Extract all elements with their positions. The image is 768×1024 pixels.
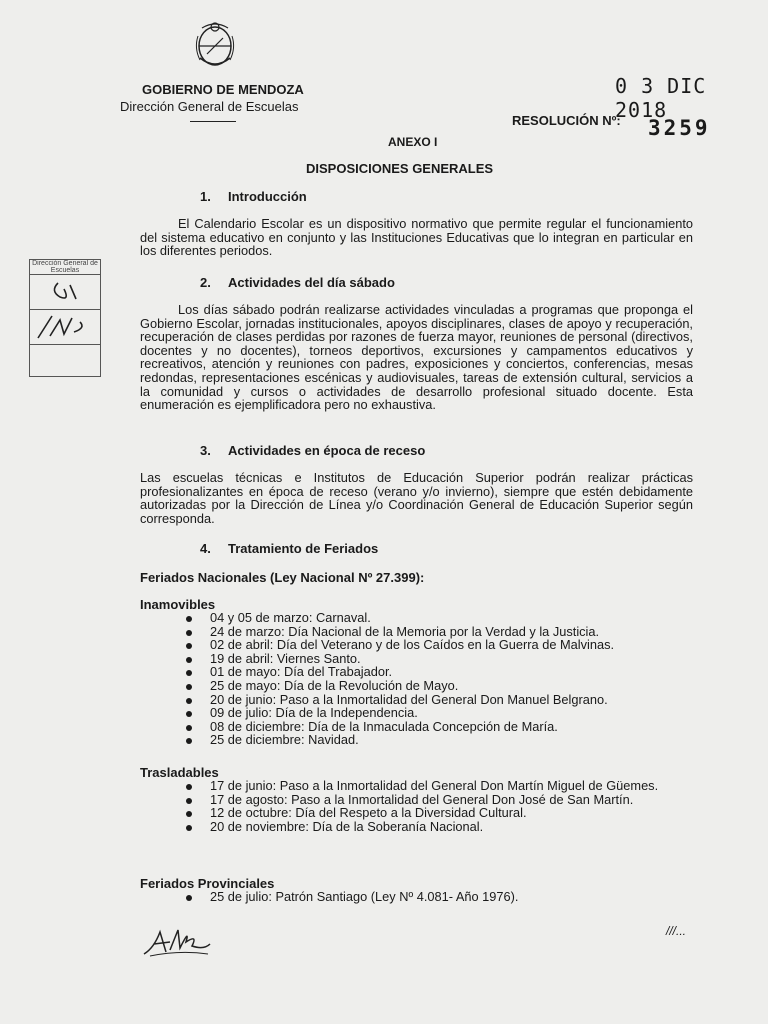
list-item: 20 de junio: Paso a la Inmortalidad del General Don Manuel Belgrano. [186, 693, 696, 707]
list-item: 08 de diciembre: Día de la Inmaculada Concepción de María. [186, 720, 696, 734]
date-stamp: 0 3 DIC 2018 [615, 74, 707, 122]
list-item: 25 de mayo: Día de la Revolución de Mayo. [186, 679, 696, 693]
page-continuation: ///... [666, 924, 687, 938]
section-title: Actividades en época de receso [228, 443, 426, 458]
section-heading [200, 275, 395, 290]
list-item: 25 de julio: Patrón Santiago (Ley Nº 4.081- Año 1976). [186, 890, 696, 904]
list-item: 17 de junio: Paso a la Inmortalidad del General Don Martín Miguel de Güemes. [186, 779, 696, 793]
signature-icon [140, 920, 215, 960]
initials-cell [30, 345, 100, 379]
header-divider [190, 121, 236, 122]
list-item: 25 de diciembre: Navidad. [186, 733, 696, 747]
section-paragraph: Los días sábado podrán realizarse actividades vinculadas a programas que proponga el Gobierno Escolar, jornadas institucionales, apoyos disciplinares, clases de apoyo y recuperación, recuperación de clases perdidas por razones de fuerza mayor, reuniones de personal (directivos, docentes y no docentes), torneos deportivos, excursiones y campamentos educativos y recreativos, atención y reuniones con padres, exposiciones y conciertos, conferencias, mesas redondas, representaciones escénicas y audiovisuales, tareas de extensión cultural, servicios a la comunidad y cursos o actividades de desarrollo profesional situado docente. Esta enumeración es ejemplificadora pero no exhaustiva. [140, 302, 693, 413]
section-number: 2. [200, 275, 211, 290]
list-item: 17 de agosto: Paso a la Inmortalidad del General Don José de San Martín. [186, 793, 696, 807]
list-item: 19 de abril: Viernes Santo. [186, 652, 696, 666]
provincial-holidays-title: Feriados Provinciales [140, 876, 275, 891]
coat-of-arms-icon [190, 18, 240, 70]
section-title: Introducción [228, 189, 307, 204]
fixed-holidays-title: Inamovibles [140, 597, 216, 612]
section-heading [200, 541, 378, 556]
section-title: Actividades del día sábado [228, 275, 395, 290]
main-title: DISPOSICIONES GENERALES [306, 161, 494, 176]
fixed-holidays-list [186, 611, 696, 747]
handwritten-initials-icon [30, 275, 98, 309]
list-item: 12 de octubre: Día del Respeto a la Diversidad Cultural. [186, 806, 696, 820]
list-item: 04 y 05 de marzo: Carnaval. [186, 611, 696, 625]
movable-holidays-title: Trasladables [140, 765, 219, 780]
section-heading [200, 189, 307, 204]
section-number: 3. [200, 443, 211, 458]
initials-cell [30, 275, 100, 310]
section-number: 4. [200, 541, 211, 556]
department-name: Dirección General de Escuelas [120, 99, 299, 114]
initials-cell [30, 310, 100, 345]
resolution-number: 3259 [648, 116, 711, 140]
approval-stamp [29, 259, 101, 377]
handwritten-initials-icon [30, 310, 98, 344]
provincial-holidays-list [186, 890, 696, 904]
movable-holidays-list [186, 779, 696, 833]
list-item: 24 de marzo: Día Nacional de la Memoria por la Verdad y la Justicia. [186, 625, 696, 639]
government-name: GOBIERNO DE MENDOZA [142, 82, 304, 97]
list-item: 01 de mayo: Día del Trabajador. [186, 665, 696, 679]
section-heading [200, 443, 425, 458]
list-item: 09 de julio: Día de la Independencia. [186, 706, 696, 720]
section-paragraph: El Calendario Escolar es un dispositivo normativo que permite regular el funcionamiento del sistema educativo en conjunto y las Instituciones Educativas que lo integran en particular en los diferentes periodos. [140, 216, 693, 259]
list-item: 20 de noviembre: Día de la Soberanía Nacional. [186, 820, 696, 834]
section-paragraph: Las escuelas técnicas e Institutos de Educación Superior podrán realizar prácticas profesionalizantes en época de receso (verano y/o invierno), siempre que estén debidamente autorizadas por la Dirección de Línea y/o Coordinación General de Educación Superior según corresponda. [140, 470, 693, 526]
annex-title: ANEXO I [388, 135, 438, 149]
section-title: Tratamiento de Feriados [228, 541, 379, 556]
resolution-label: RESOLUCIÓN Nº: [512, 113, 621, 128]
stamp-label: Dirección General de Escuelas [30, 260, 100, 275]
section-number: 1. [200, 189, 211, 204]
national-holidays-title: Feriados Nacionales (Ley Nacional Nº 27.399): [140, 570, 425, 585]
list-item: 02 de abril: Día del Veterano y de los Caídos en la Guerra de Malvinas. [186, 638, 696, 652]
